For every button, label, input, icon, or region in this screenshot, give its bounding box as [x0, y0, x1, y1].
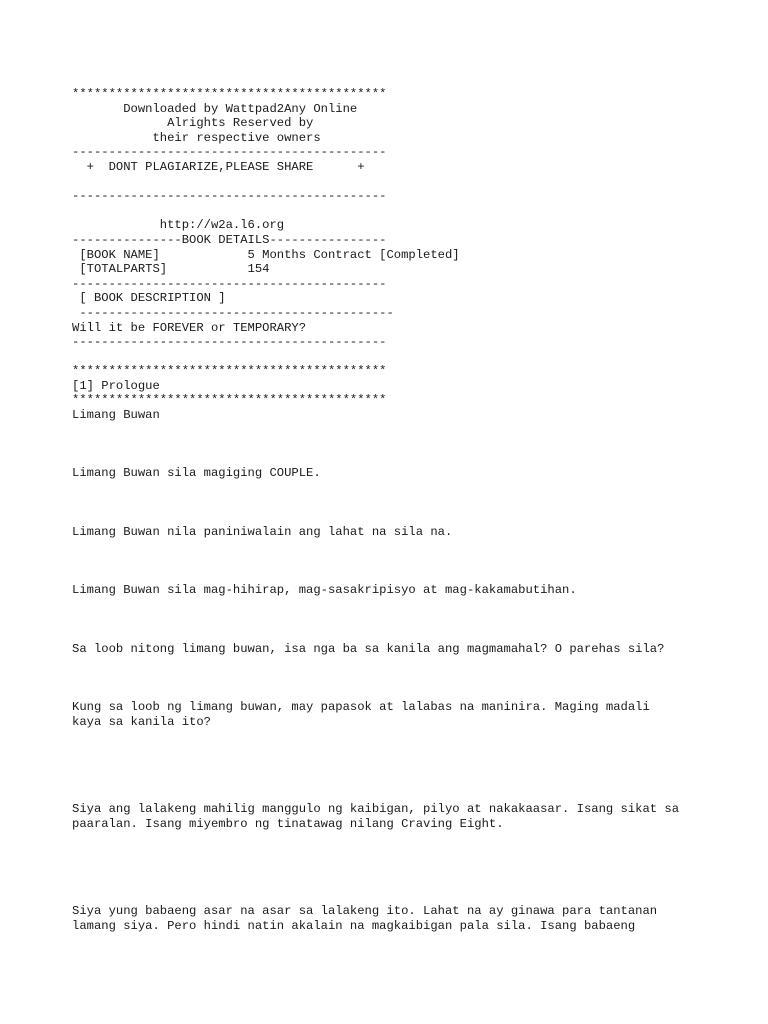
book-details-heading: ---------------BOOK DETAILS----------------: [72, 232, 387, 247]
body-paragraph: Limang Buwan nila paniniwalain ang lahat na sila na.: [72, 524, 453, 539]
body-paragraph: Limang Buwan: [72, 408, 160, 423]
downloaded-by-line: Downloaded by Wattpad2Any Online: [72, 101, 358, 116]
dash-divider: -------------------------------------------: [72, 276, 387, 291]
dash-divider: -------------------------------------------: [72, 189, 387, 204]
stars-divider: *******************************************: [72, 393, 387, 408]
source-url: http://w2a.l6.org: [72, 218, 285, 233]
body-paragraph-line: Siya ang lalakeng mahilig manggulo ng kaibigan, pilyo at nakakaasar. Isang sikat sa: [72, 802, 680, 817]
rights-reserved-line: Alrights Reserved by: [72, 116, 314, 131]
body-paragraph-line: paaralan. Isang miyembro ng tinatawag nilang Craving Eight.: [72, 816, 504, 831]
total-parts-row: [TOTALPARTS] 154: [72, 262, 270, 277]
book-description-heading: [ BOOK DESCRIPTION ]: [72, 291, 226, 306]
body-paragraph-line: Kung sa loob ng limang buwan, may papasok at lalabas na maninira. Maging madali: [72, 700, 650, 715]
share-notice: + DONT PLAGIARIZE,PLEASE SHARE +: [72, 159, 365, 174]
body-paragraph-line: kaya sa kanila ito?: [72, 714, 211, 729]
book-description: Will it be FOREVER or TEMPORARY?: [72, 320, 307, 335]
dash-divider: -------------------------------------------: [72, 145, 387, 160]
owners-line: their respective owners: [72, 130, 321, 145]
chapter-title: [1] Prologue: [72, 378, 160, 393]
stars-divider: *******************************************: [72, 364, 387, 379]
stars-divider-top: *******************************************: [72, 87, 387, 101]
dash-divider: -------------------------------------------: [72, 335, 387, 350]
body-paragraph-line: lamang siya. Pero hindi natin akalain na magkaibigan pala sila. Isang babaeng: [72, 918, 636, 933]
book-name-row: [BOOK NAME] 5 Months Contract [Completed]: [72, 247, 460, 262]
body-paragraph-line: Siya yung babaeng asar na asar sa lalakeng ito. Lahat na ay ginawa para tantanan: [72, 904, 658, 919]
body-paragraph: Limang Buwan sila magiging COUPLE.: [72, 466, 321, 481]
dash-divider: -------------------------------------------: [72, 305, 394, 320]
body-paragraph: Sa loob nitong limang buwan, isa nga ba sa kanila ang magmamahal? O parehas sila?: [72, 641, 665, 656]
document-page: [72, 87, 752, 934]
body-paragraph: Limang Buwan sila mag-hihirap, mag-sasakripisyo at mag-kakamabutihan.: [72, 583, 577, 598]
